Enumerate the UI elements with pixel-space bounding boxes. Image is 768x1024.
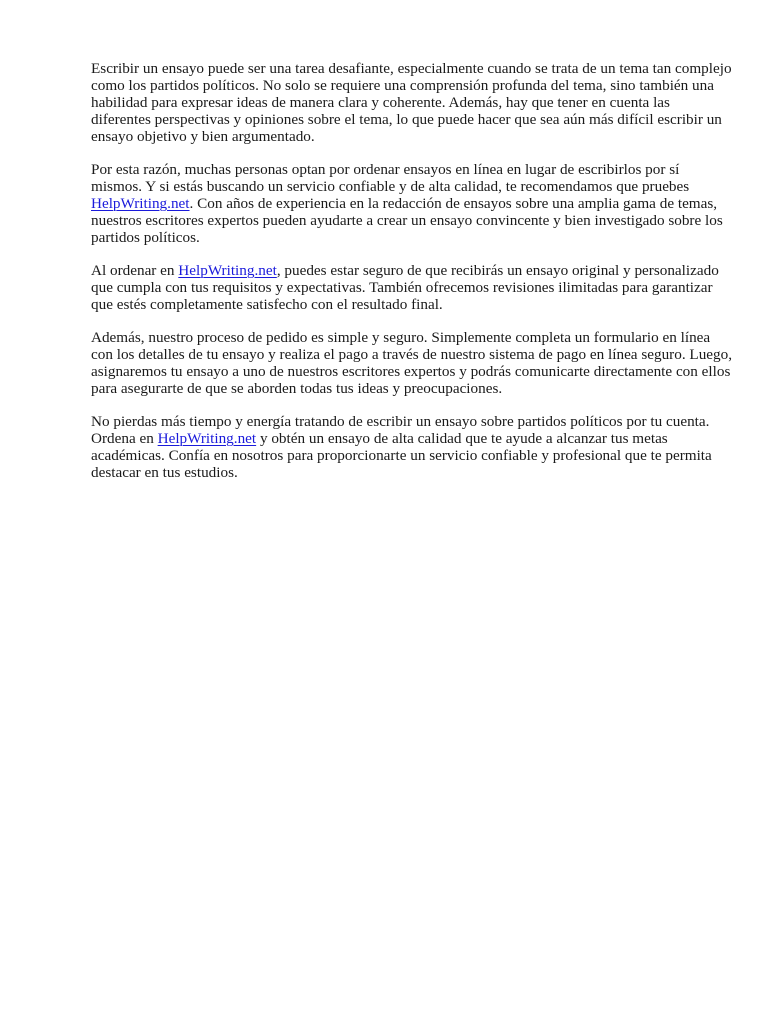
paragraph-conclusion bbox=[91, 413, 733, 481]
helpwriting-link[interactable]: HelpWriting.net bbox=[91, 195, 190, 212]
helpwriting-link[interactable]: HelpWriting.net bbox=[157, 430, 257, 447]
paragraph-text: , puedes estar seguro de que recibirás un ensayo original y personalizado que cumpla con tus requisitos y expectativas. También ofrecemos revisiones ilimitadas para garantizar que estés completamente satisfecho con el resultado final. bbox=[91, 262, 719, 313]
document-body bbox=[91, 60, 733, 497]
paragraph-process: Además, nuestro proceso de pedido es simple y seguro. Simplemente completa un formulario en línea con los detalles de tu ensayo y realiza el pago a través de nuestro sistema de pago en línea seguro. Luego, asignaremos tu ensayo a uno de nuestros escritores expertos y podrás comunicarte directamente con ellos para asegurarte de que se aborden todas tus ideas y preocupaciones. bbox=[91, 329, 733, 397]
paragraph-intro: Escribir un ensayo puede ser una tarea desafiante, especialmente cuando se trata de un tema tan complejo como los partidos políticos. No solo se requiere una comprensión profunda del tema, sino también una habilidad para expresar ideas de manera clara y coherente. Además, hay que tener en cuenta las diferentes perspectivas y opiniones sobre el tema, lo que puede hacer que sea aún más difícil escribir un ensayo objetivo y bien argumentado. bbox=[91, 60, 732, 145]
paragraph-text: Al ordenar en bbox=[91, 262, 179, 279]
paragraph-text: No pierdas más tiempo y energía tratando de escribir un ensayo sobre partidos políticos por tu cuenta. Ordena en bbox=[91, 413, 710, 447]
paragraph-text: . Con años de experiencia en la redacción de ensayos sobre una amplia gama de temas, nuestros escritores expertos pueden ayudarte a crear un ensayo convincente y bien investigado sobre los partidos políticos. bbox=[91, 195, 723, 246]
paragraph-reason bbox=[91, 161, 733, 246]
helpwriting-link[interactable]: HelpWriting.net bbox=[178, 262, 277, 279]
paragraph-text: y obtén un ensayo de alta calidad que te ayude a alcanzar tus metas académicas. Confía en nosotros para proporcionarte un servicio confiable y profesional que te permita destacar en tus estudios. bbox=[91, 430, 712, 481]
paragraph-text: Por esta razón, muchas personas optan por ordenar ensayos en línea en lugar de escribirlos por sí mismos. Y si estás buscando un servicio confiable y de alta calidad, te recomendamos que pruebes bbox=[91, 161, 690, 195]
paragraph-ordering bbox=[91, 262, 733, 313]
